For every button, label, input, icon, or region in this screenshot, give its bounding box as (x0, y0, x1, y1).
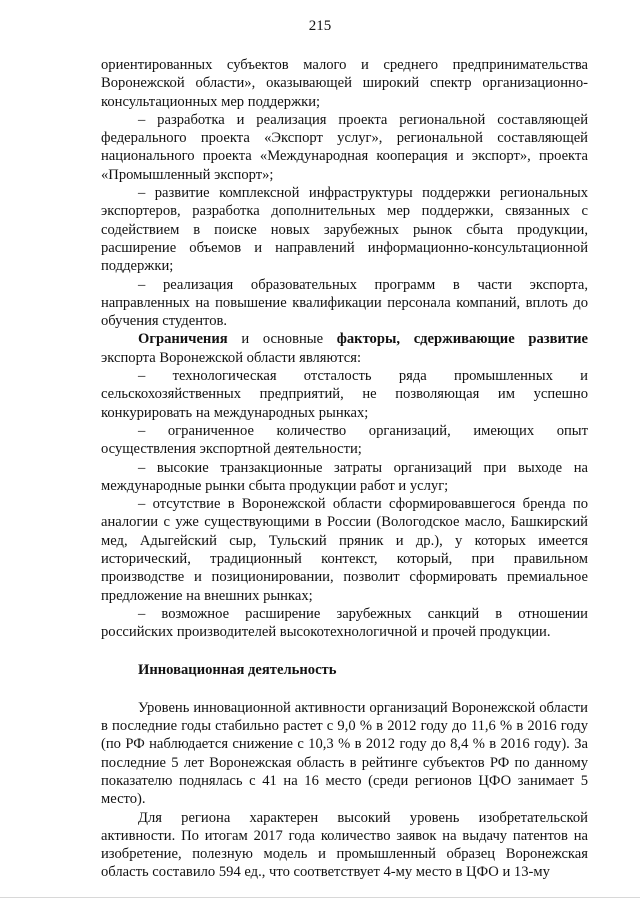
text-rest: экспорта Воронежской области являются: (101, 349, 362, 366)
term-limitations: Ограничения (138, 331, 228, 348)
paragraph-continuation: ориентированных субъектов малого и среднего предпринимательства Воронежской области», оказывающей широкий спектр организационно-консультационных мер поддержки; (101, 57, 588, 110)
list-item-tech-lag: – технологическая отсталость ряда промышленных и сельскохозяйственных предприятий, не позволяющая им успешно конкурировать на международных рынках; (101, 368, 588, 421)
paragraph-innovation-activity: Уровень инновационной активности организаций Воронежской области в последние годы стабильно растет с 9,0 % в 2012 году до 11,6 % в 2016 году (по РФ наблюдается снижение с 10,3 % в 2012 году до 8,4 % в 2016 году). За последние 5 лет Воронежская область в рейтинге субъектов РФ по данному показателю поднялась с 41 на 16 место (среди регионов ЦФО занимает 5 место). (101, 699, 588, 808)
list-item-sanctions: – возможное расширение зарубежных санкций в отношении российских производителей высокотехнологичной и прочей продукции. (101, 605, 588, 641)
list-item-export-services: – разработка и реализация проекта региональной составляющей федерального проекта «Экспорт услуг», региональной составляющей национального проекта «Международная кооперация и экспорт», проекта «Промышленный экспорт»; (101, 111, 588, 183)
section-title: Инновационная деятельность (138, 661, 337, 678)
list-item-brand: – отсутствие в Воронежской области сформировавшегося бренда по аналогии с уже существующими в России (Вологодское масло, Башкирский мед, Адыгейский сыр, Тульский пряник и др.), у которых имеется исторический, традиционный контекст, который, при правильном производстве и позиционировании, позволит сформировать премиальное предложение на внешних рынках; (101, 496, 588, 604)
paragraph-inventive-activity: Для региона характерен высокий уровень изобретательской активности. По итогам 2017 года количество заявок на выдачу патентов на изобретение, полезную модель и промышленный образец Воронежская область составило 594 ед., что соответствует 4-му место в ЦФО и 13-му (101, 809, 588, 881)
term-factors: факторы, сдерживающие развитие (336, 331, 588, 348)
paragraph-limitations (101, 330, 588, 367)
page-number: 215 (308, 18, 332, 34)
list-item-infrastructure: – развитие комплексной инфраструктуры поддержки региональных экспортеров, разработка дополнительных мер поддержки, связанных с содействием в поиске новых зарубежных рынок сбыта продукции, расширение объемов и направлений информационно-консультационной поддержки; (101, 185, 588, 275)
scan-edge-line (0, 897, 640, 898)
list-item-transaction-costs: – высокие транзакционные затраты организаций при выходе на международные рынки сбыта продукции работ и услуг; (101, 459, 588, 494)
body-text (101, 56, 588, 882)
list-item-limited-experience: – ограниченное количество организаций, имеющих опыт осуществления экспортной деятельности; (101, 422, 588, 458)
text-connector: и основные (227, 331, 337, 348)
list-item-education: – реализация образовательных программ в части экспорта, направленных на повышение квалификации персонала компаний, вплоть до обучения студентов. (101, 276, 588, 330)
